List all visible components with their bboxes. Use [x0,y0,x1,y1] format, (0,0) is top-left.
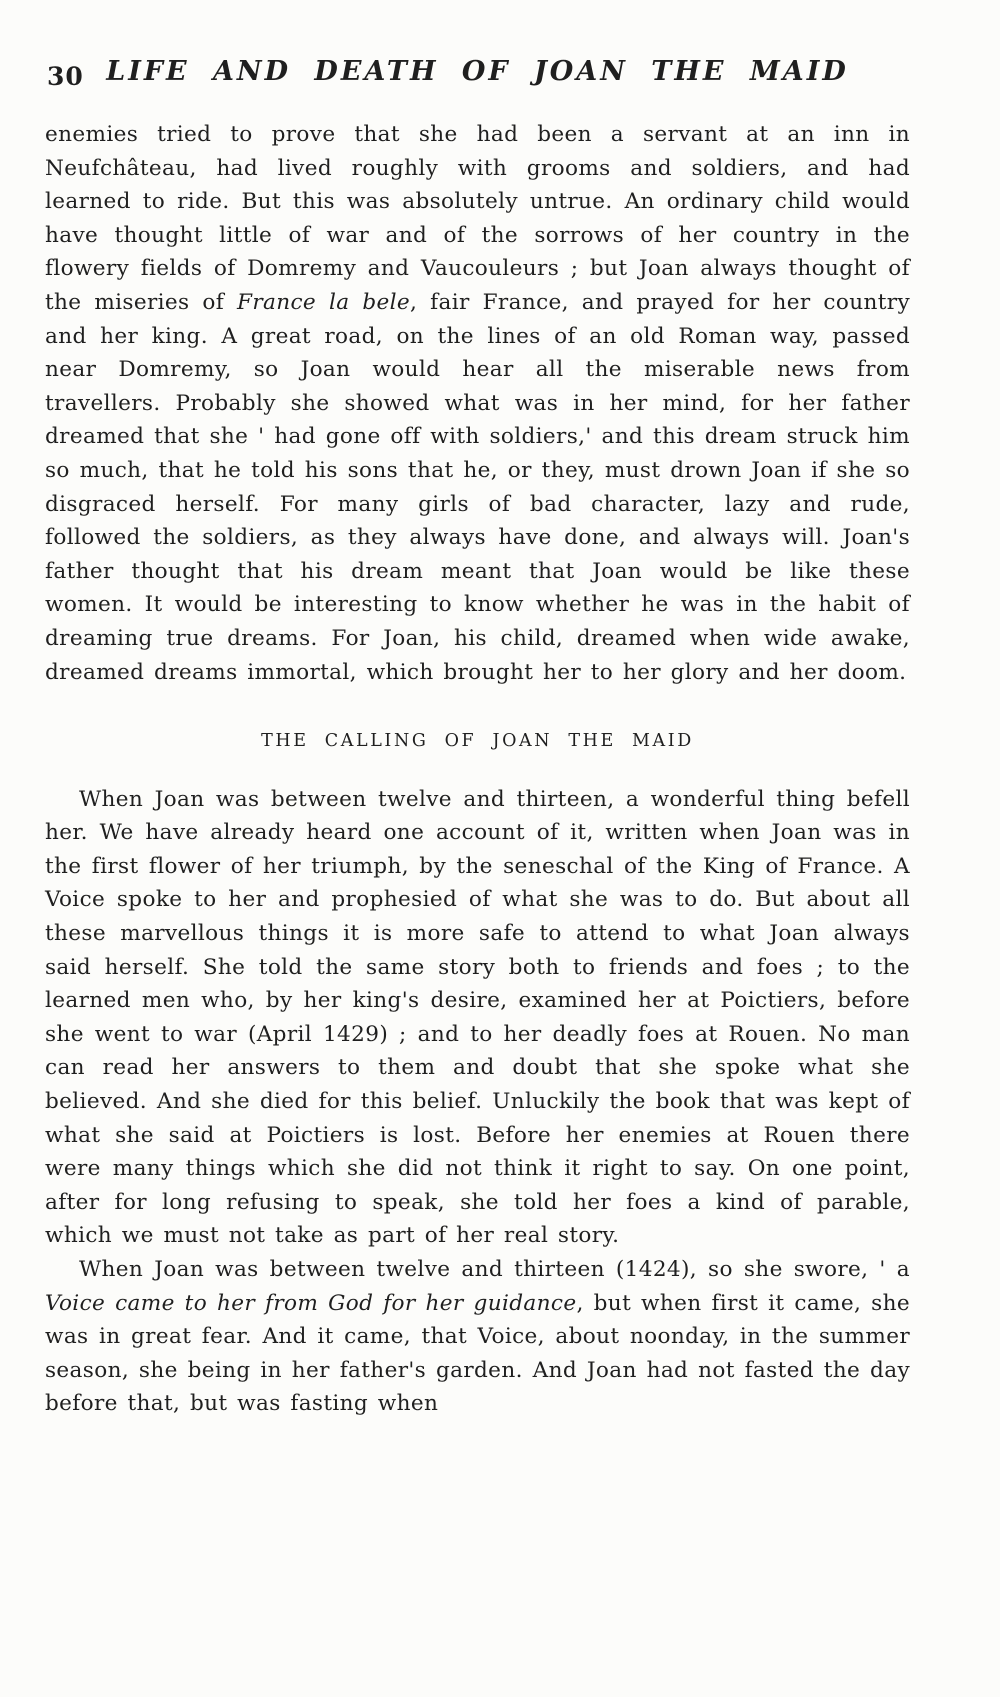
text-block [45,118,910,1421]
text-segment: enemies tried to prove that she had been a servant at an inn in Neufchâteau, had lived roughly with grooms and soldiers, and had learned to ride. But this was absolutely untrue. An ordinary child would have thought little of war and of the sorrows of her country in the flowery fields of Domremy and Vaucouleurs ; but Joan always thought of the miseries of [45,122,910,315]
text-segment: When Joan was between twelve and thirteen (1424), so she swore, ' a [79,1257,910,1282]
page-header [45,56,910,98]
text-segment: , fair France, and prayed for her country and her king. A great road, on the lines of an old Roman way, passed near Domremy, so Joan would hear all the miserable news from travellers. Probably she showed what was in her mind, for her father dreamed that she ' had gone off with soldiers,' and this dream struck him so much, that he told his sons that he, or they, must drown Joan if she so disgraced herself. For many girls of bad character, lazy and rude, followed the soldiers, as they always have done, and always will. Joan's father thought that his dream meant that Joan would be like these women. It would be interesting to know whether he was in the habit of dreaming true dreams. For Joan, his child, dreamed when wide awake, dreamed dreams immortal, which brought her to her glory and her doom. [45,289,910,685]
italic-text-segment: France la bele [236,289,411,315]
text-segment: When Joan was between twelve and thirteen, a wonderful thing befell her. We have already heard one account of it, written when Joan was in the first flower of her triumph, by the seneschal of the King of France. A Voice spoke to her and prophesied of what she was to do. But about all these marvellous things it is more safe to attend to what Joan always said herself. She told the same story both to friends and foes ; to the learned men who, by her king's desire, examined her at Poictiers, before she went to war (April 1429) ; and to her deadly foes at Rouen. No man can read her answers to them and doubt that she spoke what she believed. And she died for this belief. Unluckily the book that was kept of what she said at Poictiers is lost. Before her enemies at Rouen there were many things which she did not think it right to say. On one point, after for long refusing to speak, she told her foes a kind of parable, which we must not take as part of her real story. [45,786,910,1249]
body-paragraph [45,1253,910,1421]
section-heading: THE CALLING OF JOAN THE MAID [261,731,694,752]
text-segment: , but when first it came, she was in great fear. And it came, that Voice, about noonday, in the summer season, she being in her father's garden. And Joan had not fasted the day before that, but was fasting when [45,1290,910,1417]
running-title: LIFE AND DEATH OF JOAN THE MAID [106,56,849,87]
body-paragraph [45,118,910,689]
page-number: 30 [47,62,84,91]
body-paragraph [45,783,910,1253]
italic-text-segment: Voice came to her from God for her guidance [45,1290,577,1316]
